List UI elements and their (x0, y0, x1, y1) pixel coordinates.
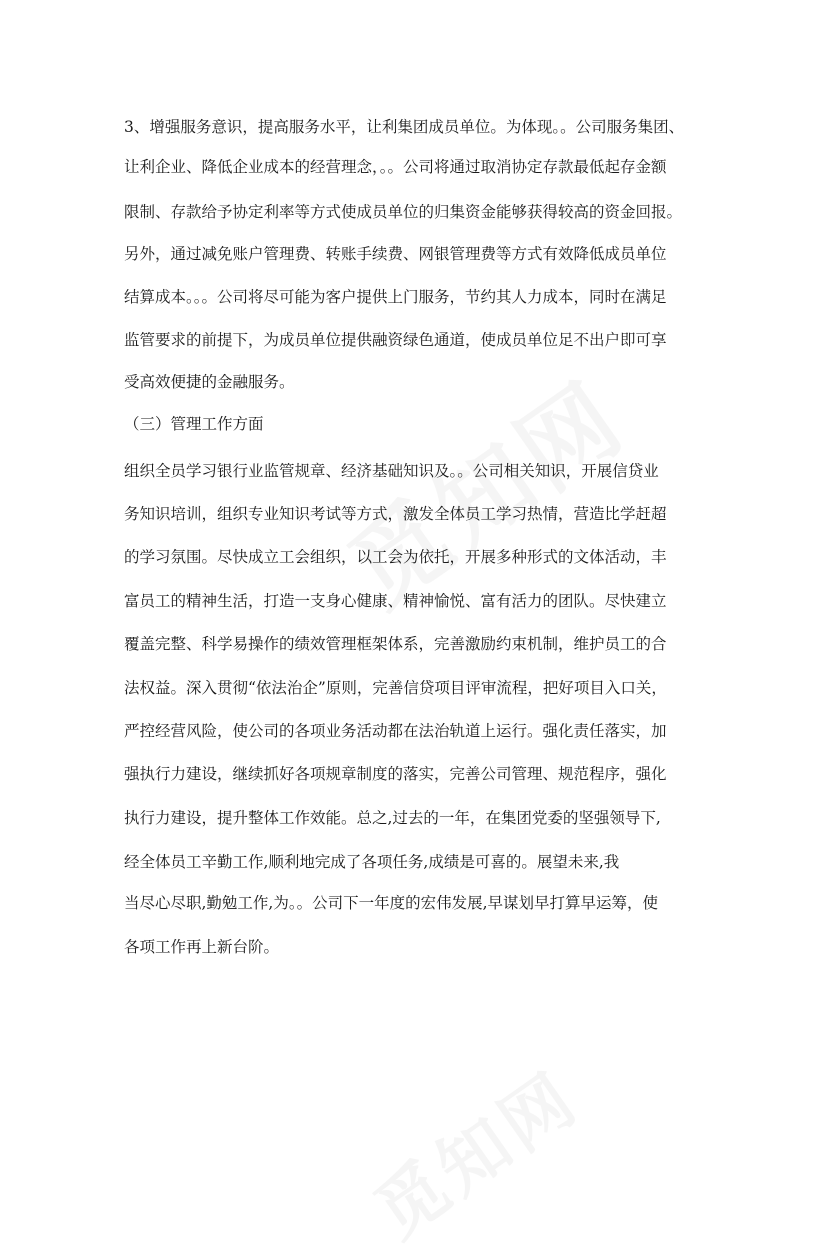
paragraph-line: 富员工的精神生活，打造一支身心健康、精神愉悦、富有活力的团队。尽快建立 (124, 592, 667, 610)
paragraph-line: 严控经营风险，使公司的各项业务活动都在法治轨道上运行。强化责任落实，加 (124, 722, 667, 740)
paragraph-line: 覆盖完整、科学易操作的绩效管理框架体系，完善激励约束机制，维护员工的合 (124, 635, 667, 653)
section-heading: （三）管理工作方面 (124, 415, 264, 433)
paragraph-line: 让利企业、降低企业成本的经营理念，。。公司将通过取消协定存款最低起存金额 (124, 158, 667, 176)
paragraph-line: 受高效便捷的金融服务。 (124, 373, 295, 391)
paragraph-line: 各项工作再上新台阶。 (124, 938, 280, 956)
paragraph-line: 当尽心尽职,勤勉工作,为。。公司下一年度的宏伟发展,早谋划早打算早运筹，使 (124, 894, 659, 912)
paragraph-line: 3、增强服务意识，提高服务水平，让利集团成员单位。为体现。。公司服务集团、 (124, 118, 685, 136)
paragraph-line: 结算成本。。。公司将尽可能为客户提供上门服务，节约其人力成本，同时在满足 (124, 288, 667, 306)
paragraph-line: 法权益。深入贯彻“依法治企”原则，完善信贷项目评审流程，把好项目入口关， (124, 679, 667, 697)
paragraph-line: 另外，通过减免账户管理费、转账手续费、网银管理费等方式有效降低成员单位 (124, 245, 667, 263)
paragraph-line: 执行力建设，提升整体工作效能。总之,过去的一年，在集团党委的坚强领导下, (124, 809, 661, 827)
watermark (318, 345, 647, 633)
paragraph-line: 务知识培训，组织专业知识考试等方式，激发全体员工学习热情，营造比学赶超 (124, 505, 667, 523)
paragraph-line: 限制、存款给予协定利率等方式使成员单位的归集资金能够获得较高的资金回报。 (124, 203, 683, 221)
paragraph-line: 经全体员工辛勤工作,顺利地完成了各项任务,成绩是可喜的。展望未来,我 (124, 853, 620, 871)
watermark (352, 1044, 597, 1257)
paragraph-line: 的学习氛围。尽快成立工会组织，以工会为依托，开展多种形式的文体活动，丰 (124, 548, 667, 566)
paragraph-line: 监管要求的前提下，为成员单位提供融资绿色通道，使成员单位足不出户即可享 (124, 331, 667, 349)
paragraph-line: 组织全员学习银行业监管规章、经济基础知识及。。公司相关知识，开展信贷业 (124, 462, 659, 480)
paragraph-line: 强执行力建设，继续抓好各项规章制度的落实，完善公司管理、规范程序，强化 (124, 765, 667, 783)
